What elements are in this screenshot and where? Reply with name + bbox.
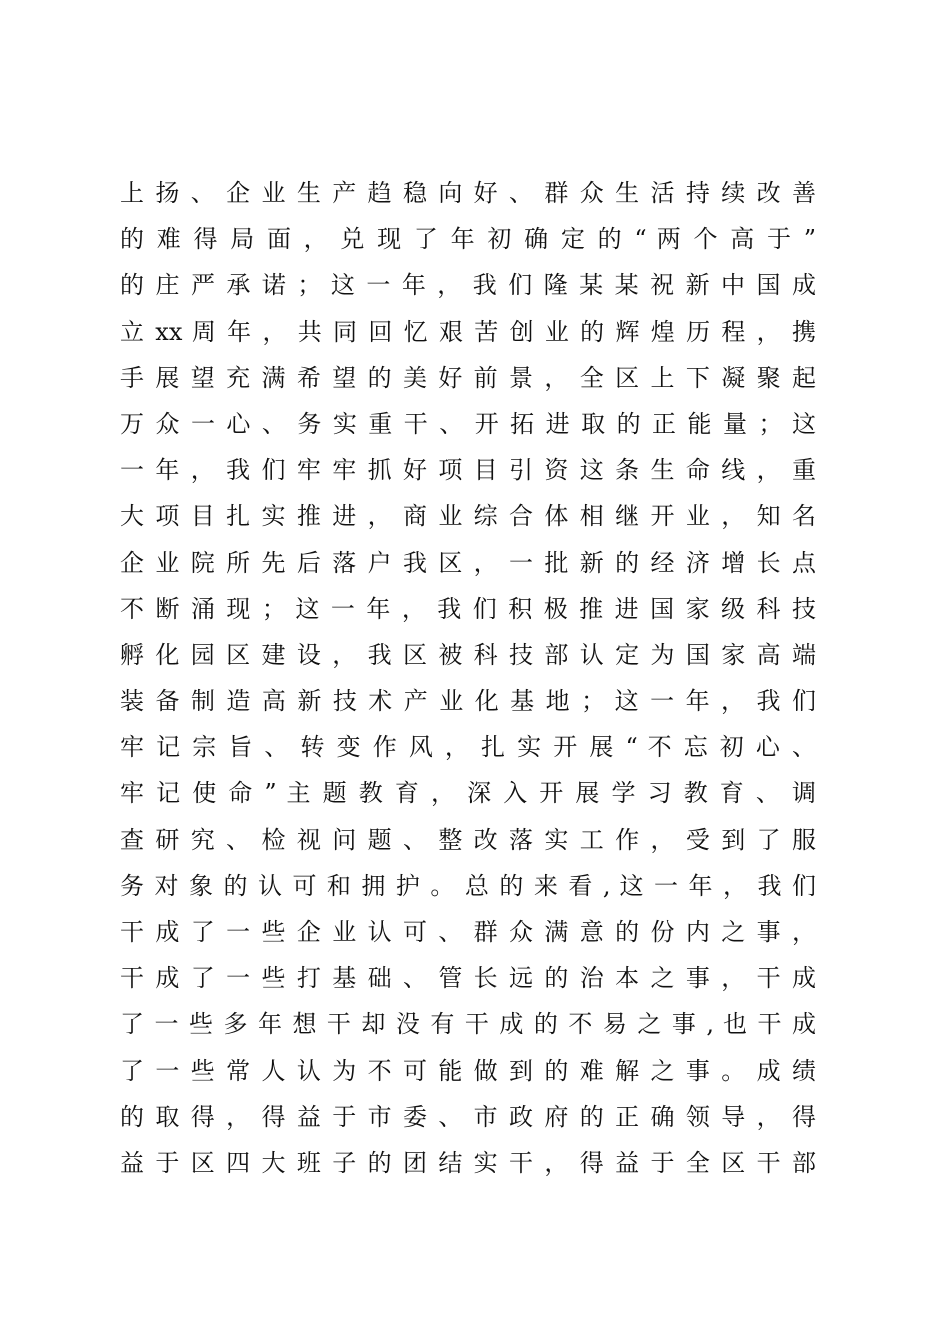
text-line: 了 一 些 多 年 想 干 却 没 有 干 成 的 不 易 之 事 , 也 干 成 [120,1010,816,1039]
text-line: 查 研 究 、 检 视 问 题 、 整 改 落 实 工 作 ， 受 到 了 服 [120,825,816,854]
text-line: 大 项 目 扎 实 推 进 ， 商 业 综 合 体 相 继 开 业 ， 知 名 [120,502,816,531]
text-line: 万 众 一 心 、 务 实 重 干 、 开 拓 进 取 的 正 能 量 ； 这 [120,409,816,438]
text-line: 干 成 了 一 些 打 基 础 、 管 长 远 的 治 本 之 事 ， 干 成 [120,964,816,993]
text-line: 的 庄 严 承 诺 ； 这 一 年 ， 我 们 隆 某 某 祝 新 中 国 成 [120,271,816,300]
body-text [120,170,816,1186]
text-line: 上 扬 、 企 业 生 产 趋 稳 向 好 、 群 众 生 活 持 续 改 善 [120,179,816,207]
text-line: 一 年 ， 我 们 牢 牢 抓 好 项 目 引 资 这 条 生 命 线 ， 重 [120,456,816,485]
text-line: 牢 记 使 命 ” 主 题 教 育 ， 深 入 开 展 学 习 教 育 、 调 [120,779,816,808]
text-line: 不 断 涌 现 ； 这 一 年 ， 我 们 积 极 推 进 国 家 级 科 技 [120,594,816,623]
text-line: 装 备 制 造 高 新 技 术 产 业 化 基 地 ； 这 一 年 ， 我 们 [120,687,816,716]
text-line: 了 一 些 常 人 认 为 不 可 能 做 到 的 难 解 之 事 。 成 绩 [120,1056,816,1085]
text-line: 务 对 象 的 认 可 和 拥 护 。 总 的 来 看 , 这 一 年 ， 我 们 [120,871,816,900]
text-line: 的 难 得 局 面 ， 兑 现 了 年 初 确 定 的 “ 两 个 高 于 ” [120,225,816,254]
text-line: 孵 化 园 区 建 设 ， 我 区 被 科 技 部 认 定 为 国 家 高 端 [120,640,816,669]
text-line: 手 展 望 充 满 希 望 的 美 好 前 景 ， 全 区 上 下 凝 聚 起 [120,363,816,392]
text-line: 益 于 区 四 大 班 子 的 团 结 实 干 ， 得 益 于 全 区 干 部 [120,1148,816,1177]
text-line: 企 业 院 所 先 后 落 户 我 区 ， 一 批 新 的 经 济 增 长 点 [120,548,816,577]
text-line: 的 取 得 ， 得 益 于 市 委 、 市 政 府 的 正 确 领 导 ， 得 [120,1102,816,1131]
text-line: 牢 记 宗 旨 、 转 变 作 风 ， 扎 实 开 展 “ 不 忘 初 心 、 [120,733,816,762]
text-line: 干 成 了 一 些 企 业 认 可 、 群 众 满 意 的 份 内 之 事 ， [120,918,816,946]
text-line: 立 xx 周 年 ， 共 同 回 忆 艰 苦 创 业 的 辉 煌 历 程 ， 携 [120,317,816,346]
